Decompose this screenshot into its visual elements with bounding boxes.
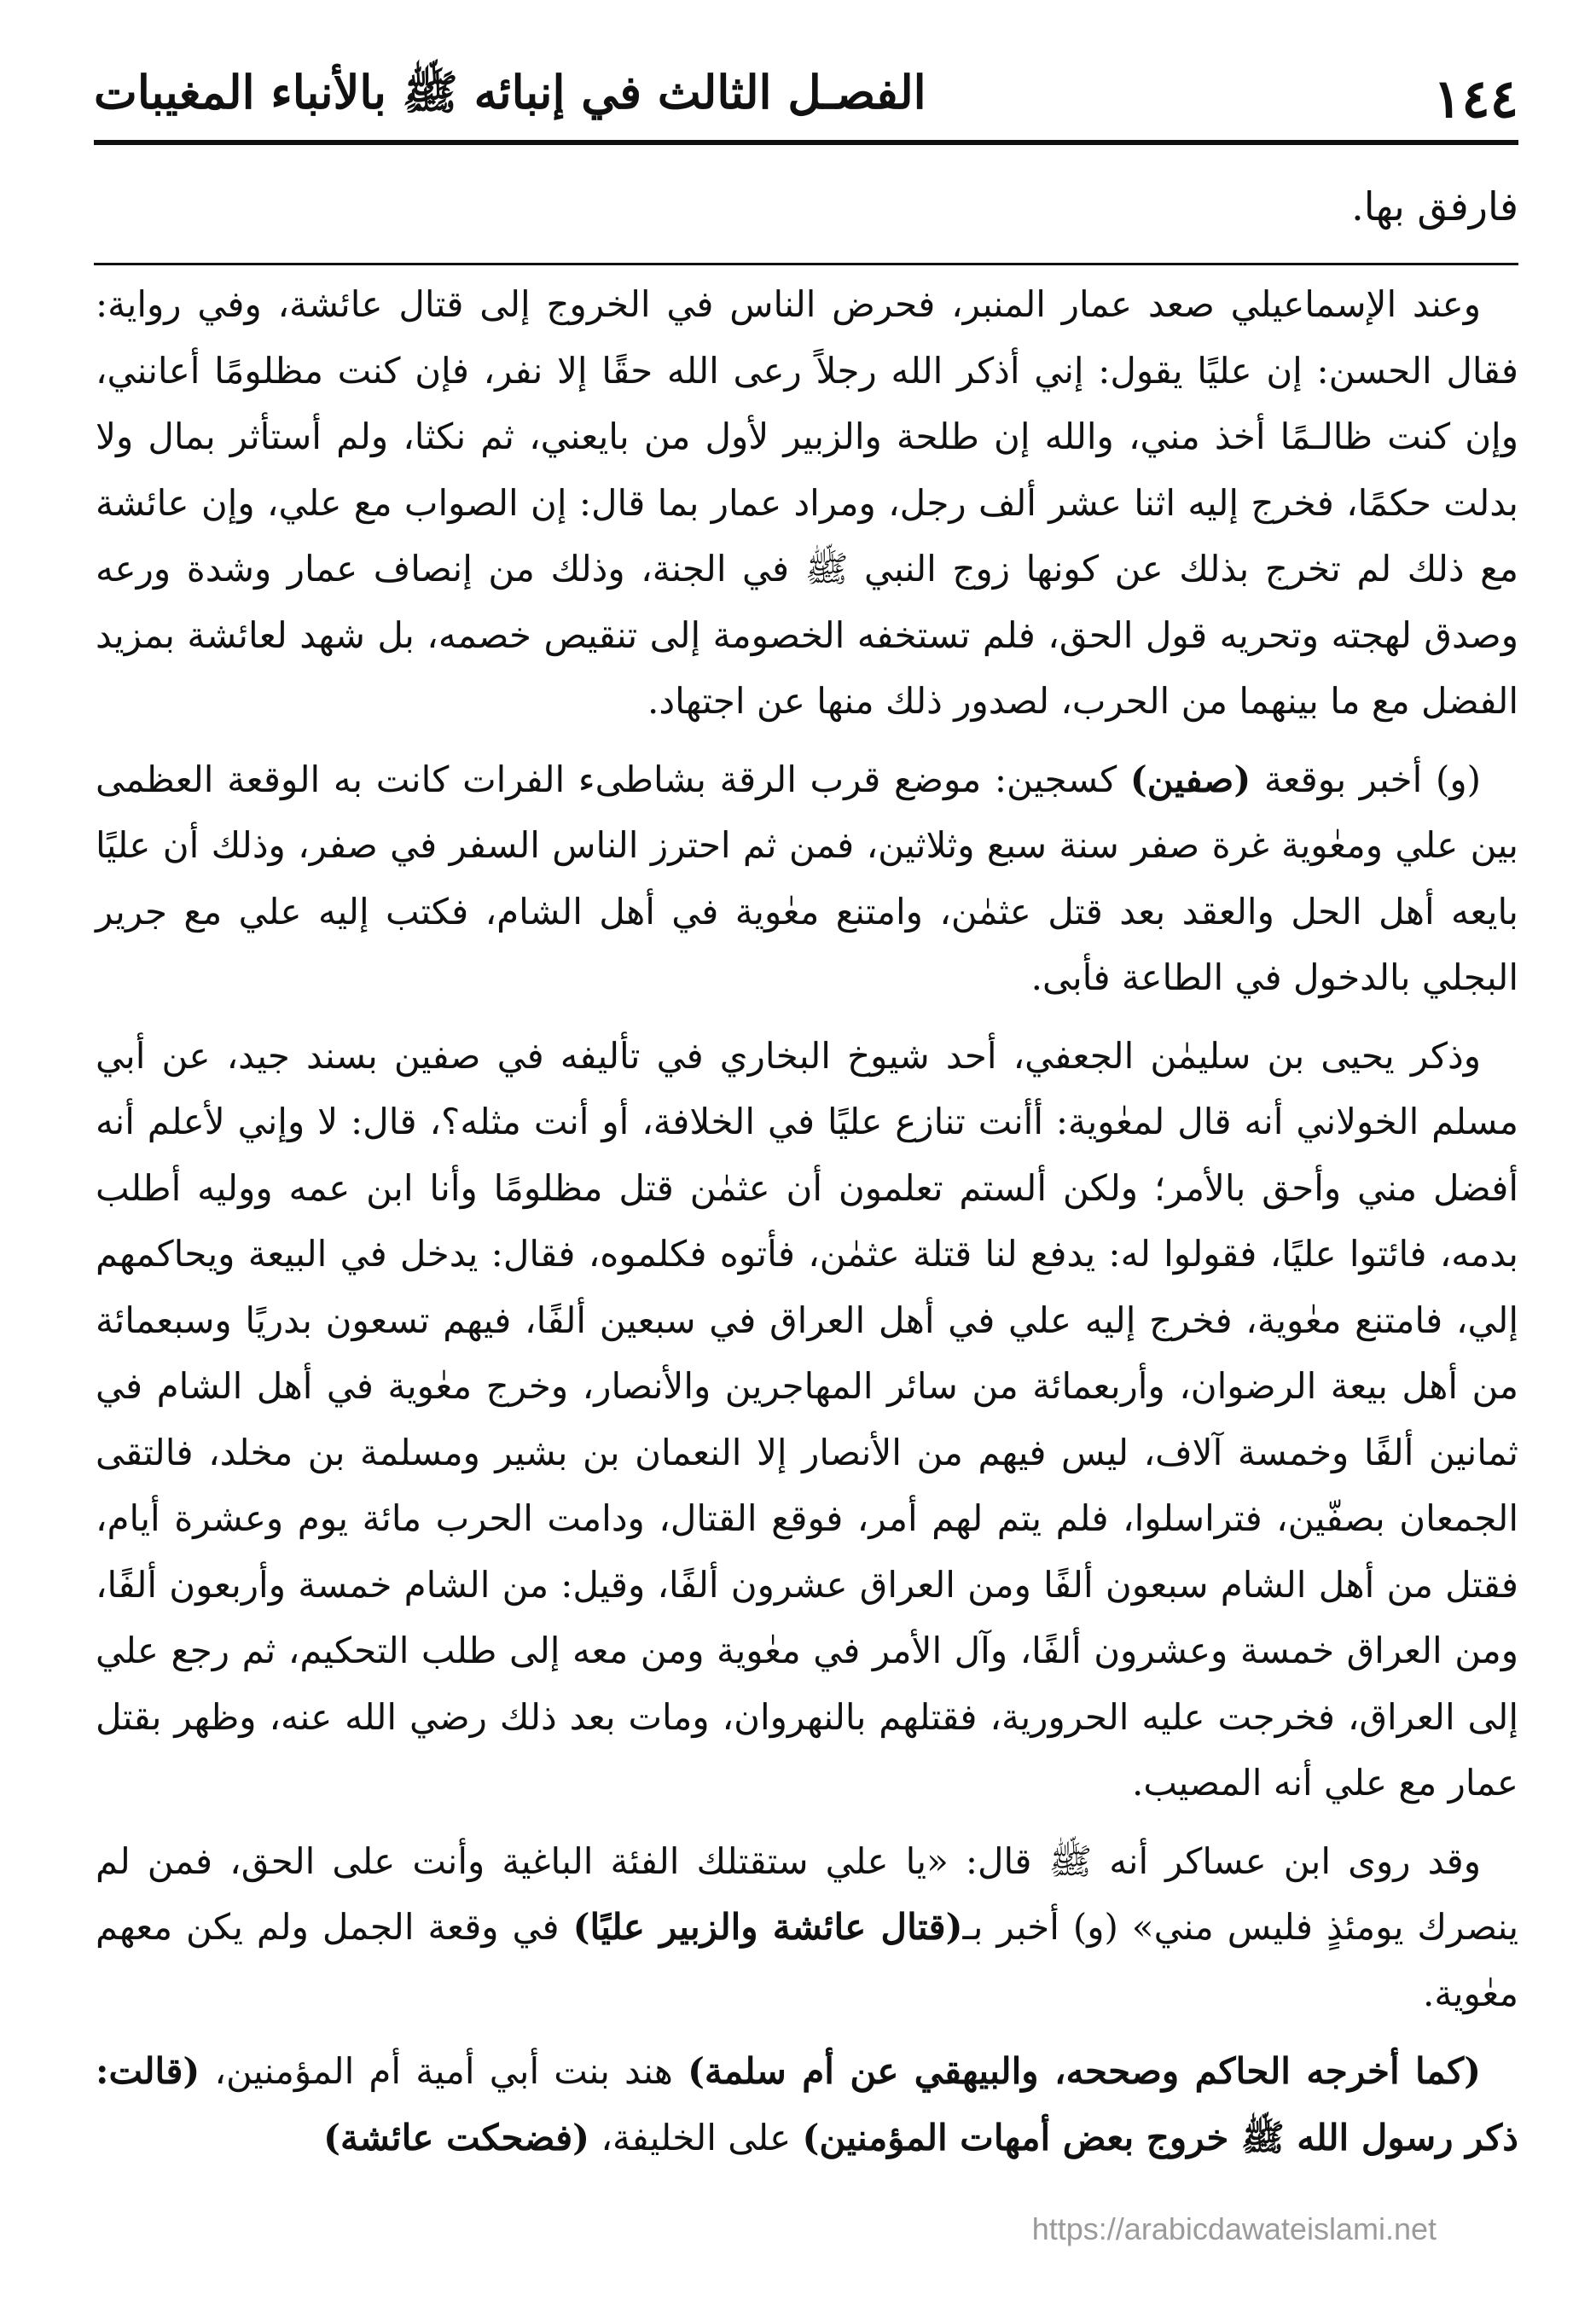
paragraph-4 (96, 1828, 1518, 2027)
bold-term: (كما أخرجه الحاكم وصححه، والبيهقي عن أم سلمة) (688, 2050, 1482, 2092)
paragraph-2 (96, 747, 1518, 1011)
paragraph-text: في وقعة الجمل ولم يكن معهم معٰوية. (96, 1906, 1518, 2014)
bold-term: (صفين) (1129, 758, 1251, 800)
page-number: ١٤٤ (1433, 67, 1518, 130)
paragraph-3 (96, 1023, 1518, 1816)
body-text (96, 271, 1518, 2174)
paragraph-text: وقد روى ابن عساكر أنه ﷺ قال: «يا علي ستقتلك الفئة الباغية وأنت على الحق، فمن لم ينصرك يومئذٍ فليس مني» (و) أخبر بـ (96, 1839, 1519, 1948)
bold-term: (قتال عائشة والزبير عليًا) (572, 1906, 963, 1948)
carryover-line: فارفق بها. (1351, 183, 1518, 229)
bold-term: (فضحكت عائشة) (323, 2116, 590, 2158)
paragraph-text: كسجين: موضع قرب الرقة بشاطىء الفرات كانت به الوقعة العظمى بين علي ومعٰوية غرة صفر سنة سبع وثلاثين، فمن ثم احترز الناس السفر في صفر، وذلك أن عليًا بايعه أهل الحل والعقد بعد قتل عثمٰن، وامتنع معٰوية في أهل الشام، فكتب إليه علي مع جرير البجلي بالدخول في الطاعة فأبى. (96, 758, 1518, 998)
paragraph-text: (و) أخبر بوقعة (1251, 758, 1482, 800)
watermark-url: https://arabicdawateislami.net (1031, 2211, 1437, 2246)
bold-term: (قالت: ذكر رسول الله ﷺ خروج بعض أمهات المؤمنين) (96, 2050, 1518, 2158)
paragraph-text: على الخليفة، (589, 2116, 803, 2158)
paragraph-1 (96, 271, 1518, 735)
running-title: الفصـل الثالث في إنبائه ﷺ بالأنباء المغيبات (94, 65, 926, 119)
separator-rule (94, 263, 1518, 265)
page-header (94, 60, 1518, 137)
paragraph-text: وذكر يحيى بن سليمٰن الجعفي، أحد شيوخ البخاري في تأليفه في صفين بسند جيد، عن أبي مسلم الخولاني أنه قال لمعٰوية: أأنت تنازع عليًا في الخلافة، أو أنت مثله؟، قال: لا وإني لأعلم أنه أفضل مني وأحق بالأمر؛ ولكن ألستم تعلمون أن عثمٰن قتل مظلومًا وأنا ابن عمه ووليه أطلب بدمه، فائتوا عليًا، فقولوا له: يدفع لنا قتلة عثمٰن، فأتوه فكلموه، فقال: يدخل في البيعة ويحاكمهم إلي، فامتنع معٰوية، فخرج إليه علي في أهل العراق في سبعين ألفًا، فيهم تسعون بدريًا وسبعمائة من أهل بيعة الرضوان، وأربعمائة من سائر المهاجرين والأنصار، وخرج معٰوية في أهل الشام في ثمانين ألفًا وخمسة آلاف، ليس فيهم من الأنصار إلا النعمان بن بشير ومسلمة بن مخلد، فالتقى الجمعان بصفّين، فتراسلوا، فلم يتم لهم أمر، فوقع القتال، ودامت الحرب مائة يوم وعشرة أيام، فقتل من أهل الشام سبعون ألفًا ومن العراق عشرون ألفًا، وقيل: من الشام خمسة وأربعون ألفًا، ومن العراق خمسة وعشرون ألفًا، وآل الأمر في معٰوية ومن معه إلى طلب التحكيم، ثم رجع علي إلى العراق، فخرجت عليه الحرورية، فقتلهم بالنهروان، ومات بعد ذلك رضي الله عنه، وظهر بقتل عمار مع علي أنه المصيب. (96, 1034, 1518, 1804)
paragraph-5 (96, 2038, 1518, 2170)
paragraph-text: هند بنت أبي أمية أم المؤمنين، (200, 2050, 688, 2092)
header-rule (94, 140, 1518, 145)
paragraph-text: وعند الإسماعيلي صعد عمار المنبر، فحرض الناس في الخروج إلى قتال عائشة، وفي رواية: فقال الحسن: إن عليًا يقول: إني أذكر الله رجلاً رعى الله حقًا إلا نفر، فإن كنت مظلومًا أعانني، وإن كنت ظالـمًا أخذ مني، والله إن طلحة والزبير لأول من بايعني، ثم نكثا، ولم أستأثر بمال ولا بدلت حكمًا، فخرج إليه اثنا عشر ألف رجل، ومراد عمار بما قال: إن الصواب مع علي، وإن عائشة مع ذلك لم تخرج بذلك عن كونها زوج النبي ﷺ في الجنة، وذلك من إنصاف عمار وشدة ورعه وصدق لهجته وتحريه قول الحق، فلم تستخفه الخصومة إلى تنقيص خصمه، بل شهد لعائشة بمزيد الفضل مع ما بينهما من الحرب، لصدور ذلك منها عن اجتهاد. (96, 283, 1518, 722)
